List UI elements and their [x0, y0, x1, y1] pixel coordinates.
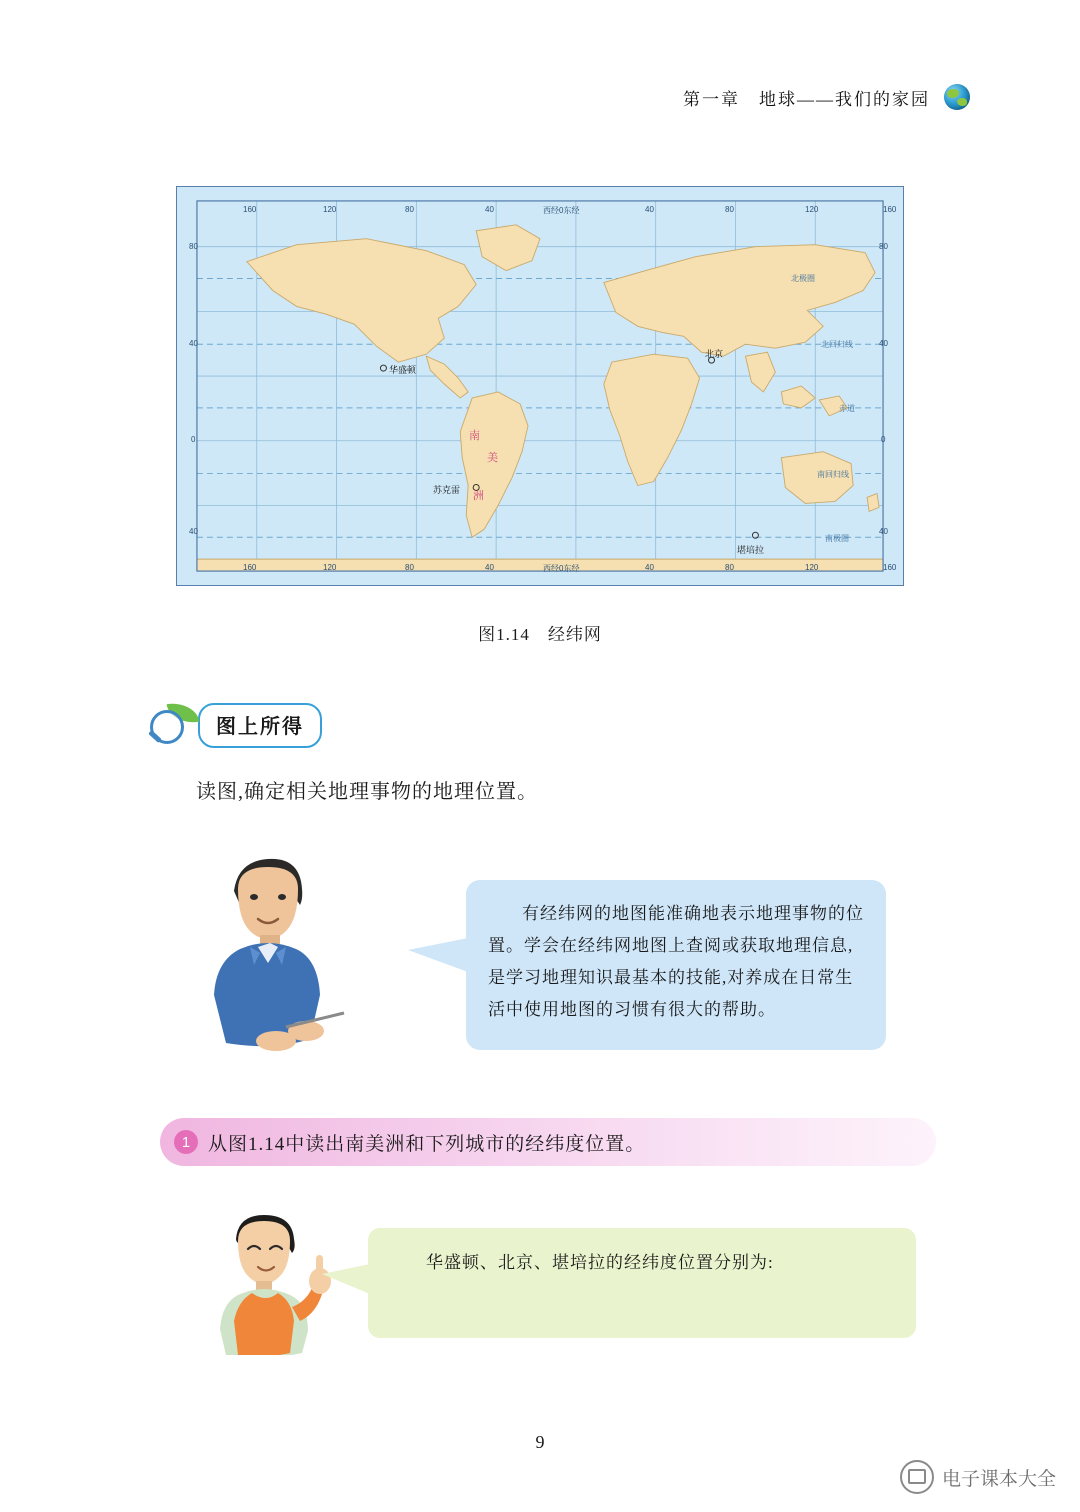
map-city-label: 苏克雷	[433, 485, 461, 495]
map-lon-label: 80	[405, 205, 414, 214]
map-city-label: 北京	[705, 349, 724, 359]
map-lon-label: 120	[805, 205, 819, 214]
map-annotation: 赤道	[839, 404, 855, 413]
question-text: 从图1.14中读出南美洲和下列城市的经纬度位置。	[208, 1133, 646, 1155]
teacher-speech-text: 有经纬网的地图能准确地表示地理事物的位置。学会在经纬网地图上查阅或获取地理信息,是学习地理知识最基本的技能,对养成在日常生活中使用地图的习惯有很大的帮助。	[488, 904, 864, 1019]
watermark	[900, 1460, 1056, 1494]
activity-badge-label: 图上所得	[198, 703, 322, 748]
teacher-illustration	[180, 845, 380, 1065]
world-map-svg	[177, 187, 903, 585]
map-lon-label: 80	[405, 563, 414, 572]
page-header	[683, 84, 970, 110]
map-lon-label: 120	[805, 563, 819, 572]
question-number: 1	[174, 1130, 198, 1154]
student-speech-text: 华盛顿、北京、堪培拉的经纬度位置分别为:	[426, 1253, 774, 1272]
map-city-label: 华盛顿	[389, 365, 417, 375]
book-logo-icon	[900, 1460, 934, 1494]
watermark-text: 电子课本大全	[941, 1468, 1056, 1490]
map-lon-label: 40	[645, 205, 654, 214]
map-lon-label: 西经0东经	[543, 206, 580, 215]
map-annotation: 南回归线	[817, 470, 849, 479]
map-continent-label: 南	[469, 430, 482, 442]
map-lon-label: 120	[323, 563, 337, 572]
map-annotation: 南极圈	[825, 534, 849, 543]
teacher-svg	[180, 845, 380, 1065]
student-speech-bubble	[368, 1228, 916, 1338]
map-lon-label: 80	[725, 563, 734, 572]
figure-caption: 图1.14 经纬网	[478, 625, 602, 644]
world-map-figure	[176, 186, 904, 586]
map-annotation: 北回归线	[821, 340, 853, 349]
map-lat-label: 40	[879, 339, 888, 348]
activity-instruction: 读图,确定相关地理事物的地理位置。	[196, 781, 538, 803]
map-lat-label: 0	[881, 435, 886, 444]
map-lat-label: 40	[189, 339, 198, 348]
map-lon-label: 160	[243, 205, 257, 214]
map-lon-label: 160	[883, 205, 897, 214]
map-annotation: 北极圈	[791, 274, 815, 283]
chapter-title: 第一章 地球——我们的家园	[683, 89, 930, 109]
map-continent-label: 美	[487, 452, 498, 464]
page-number: 9	[535, 1432, 545, 1452]
map-lat-label: 80	[189, 242, 198, 251]
map-lat-label: 40	[879, 527, 888, 536]
question-bar	[160, 1118, 936, 1166]
map-city-label: 堪培拉	[737, 545, 765, 555]
globe-icon	[944, 84, 970, 110]
map-lat-label: 40	[189, 527, 198, 536]
map-lat-label: 0	[191, 435, 196, 444]
map-continent-label: 洲	[473, 490, 484, 502]
map-lon-label: 160	[883, 563, 897, 572]
magnifier-icon	[146, 700, 202, 750]
activity-badge	[146, 700, 322, 750]
map-lon-label: 80	[725, 205, 734, 214]
teacher-speech-bubble	[466, 880, 886, 1050]
map-lon-label: 120	[323, 205, 337, 214]
map-lon-label: 西经0东经	[543, 564, 580, 573]
map-lat-label: 80	[879, 242, 888, 251]
map-lon-label: 40	[645, 563, 654, 572]
map-lon-label: 160	[243, 563, 257, 572]
map-lon-label: 40	[485, 563, 494, 572]
map-lon-label: 40	[485, 205, 494, 214]
